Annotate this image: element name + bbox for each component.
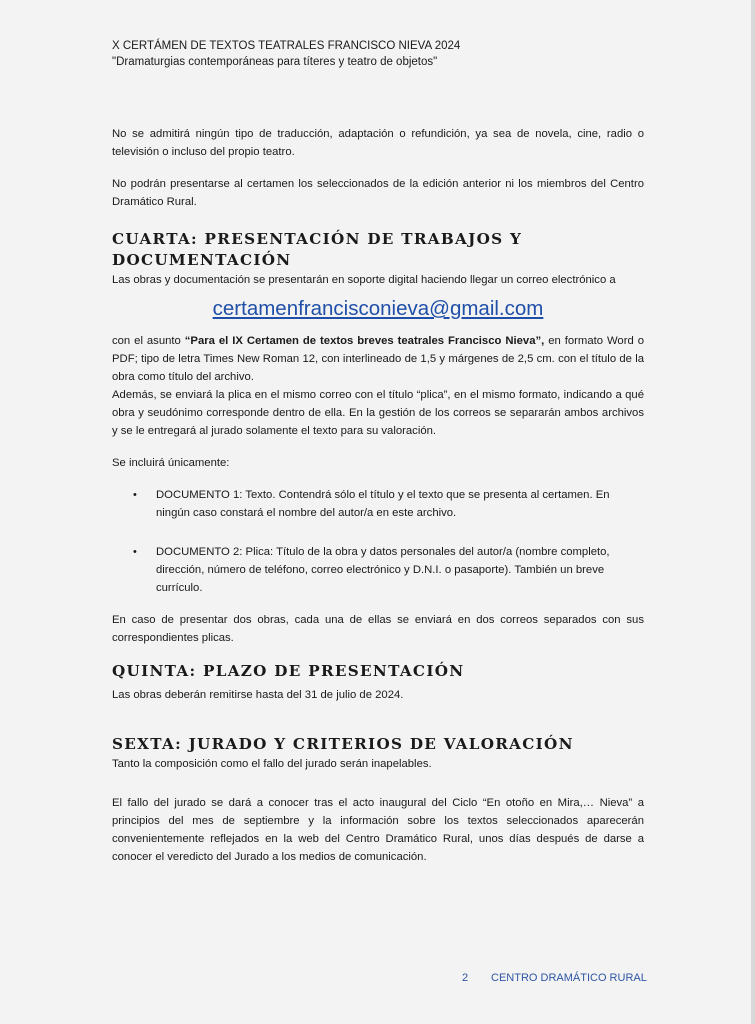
page-edge [751, 0, 755, 1024]
list-item-text: DOCUMENTO 2: Plica: Título de la obra y datos personales del autor/a (nombre completo, dirección, número de teléfono, correo electrónico y D.N.I. o pasaporte). También un breve currículo. [156, 546, 610, 594]
document-body [112, 125, 644, 866]
section-heading-cuarta: CUARTA: PRESENTACIÓN DE TRABAJOS Y DOCUMENTACIÓN [112, 230, 523, 269]
cuarta-paragraph-4: Se incluirá únicamente: [112, 457, 230, 469]
section-heading-quinta: QUINTA: PLAZO DE PRESENTACIÓN [112, 662, 465, 680]
intro-paragraph-1: No se admitirá ningún tipo de traducción, adaptación o refundición, ya sea de novela, cine, radio o televisión o incluso del propio teatro. [112, 128, 644, 158]
email-subject: “Para el IX Certamen de textos breves teatrales Francisco Nieva”, [184, 335, 545, 347]
email-link[interactable]: certamenfrancisconieva@gmail.com [212, 297, 544, 320]
cuarta-paragraph-3: Además, se enviará la plica en el mismo correo con el título “plica”, en el mismo formato, indicando a qué obra y seudónimo corresponde dentro de ella. En la gestión de los correos se separarán ambos archivos y se le entregará al jurado solamente el texto para su valoración. [112, 389, 644, 437]
cuarta-paragraph-2-post: en formato Word o PDF; tipo de letra Times New Roman 12, con interlineado de 1,5 y márgenes de 2,5 cm. con el título de la obra como título del archivo. [112, 335, 644, 383]
sexta-paragraph-1: Tanto la composición como el fallo del jurado serán inapelables. [112, 758, 432, 770]
list-item-text: DOCUMENTO 1: Texto. Contendrá sólo el título y el texto que se presenta al certamen. En ningún caso constará el nombre del autor/a en este archivo. [156, 489, 610, 519]
footer-organization: CENTRO DRAMÁTICO RURAL [491, 972, 647, 984]
section-heading-sexta: SEXTA: JURADO Y CRITERIOS DE VALORACIÓN [112, 735, 574, 753]
header-title: X CERTÁMEN DE TEXTOS TEATRALES FRANCISCO NIEVA 2024 [112, 40, 461, 52]
intro-paragraph-2: No podrán presentarse al certamen los seleccionados de la edición anterior ni los miembros del Centro Dramático Rural. [112, 178, 644, 208]
page-number: 2 [462, 972, 469, 984]
list-item-document-2 [112, 543, 644, 597]
documents-list [112, 486, 644, 597]
page-header [112, 39, 460, 70]
bullet-icon: • [133, 546, 137, 558]
sexta-paragraph-2: El fallo del jurado se dará a conocer tras el acto inaugural del Ciclo “En otoño en Mira,… Nieva” a principios del mes de septiembre y la información sobre los textos seleccionados aparecerán convenientemente reflejados en la web del Centro Dramático Rural, unos días después de darse a conocer el veredicto del Jurado a los medios de comunicación. [112, 797, 644, 863]
cuarta-paragraph-2-pre: con el asunto [112, 335, 185, 347]
cuarta-paragraph-2 [112, 332, 644, 386]
bullet-icon: • [133, 489, 137, 501]
quinta-paragraph-1: Las obras deberán remitirse hasta del 31 de julio de 2024. [112, 689, 404, 701]
cuarta-paragraph-1: Las obras y documentación se presentarán en soporte digital haciendo llegar un correo electrónico a [112, 274, 616, 286]
cuarta-paragraph-5: En caso de presentar dos obras, cada una de ellas se enviará en dos correos separados con sus correspondientes plicas. [112, 614, 644, 644]
list-item-document-1 [112, 486, 644, 522]
header-subtitle: "Dramaturgias contemporáneas para títeres y teatro de objetos" [112, 55, 438, 68]
page-footer [462, 972, 647, 984]
